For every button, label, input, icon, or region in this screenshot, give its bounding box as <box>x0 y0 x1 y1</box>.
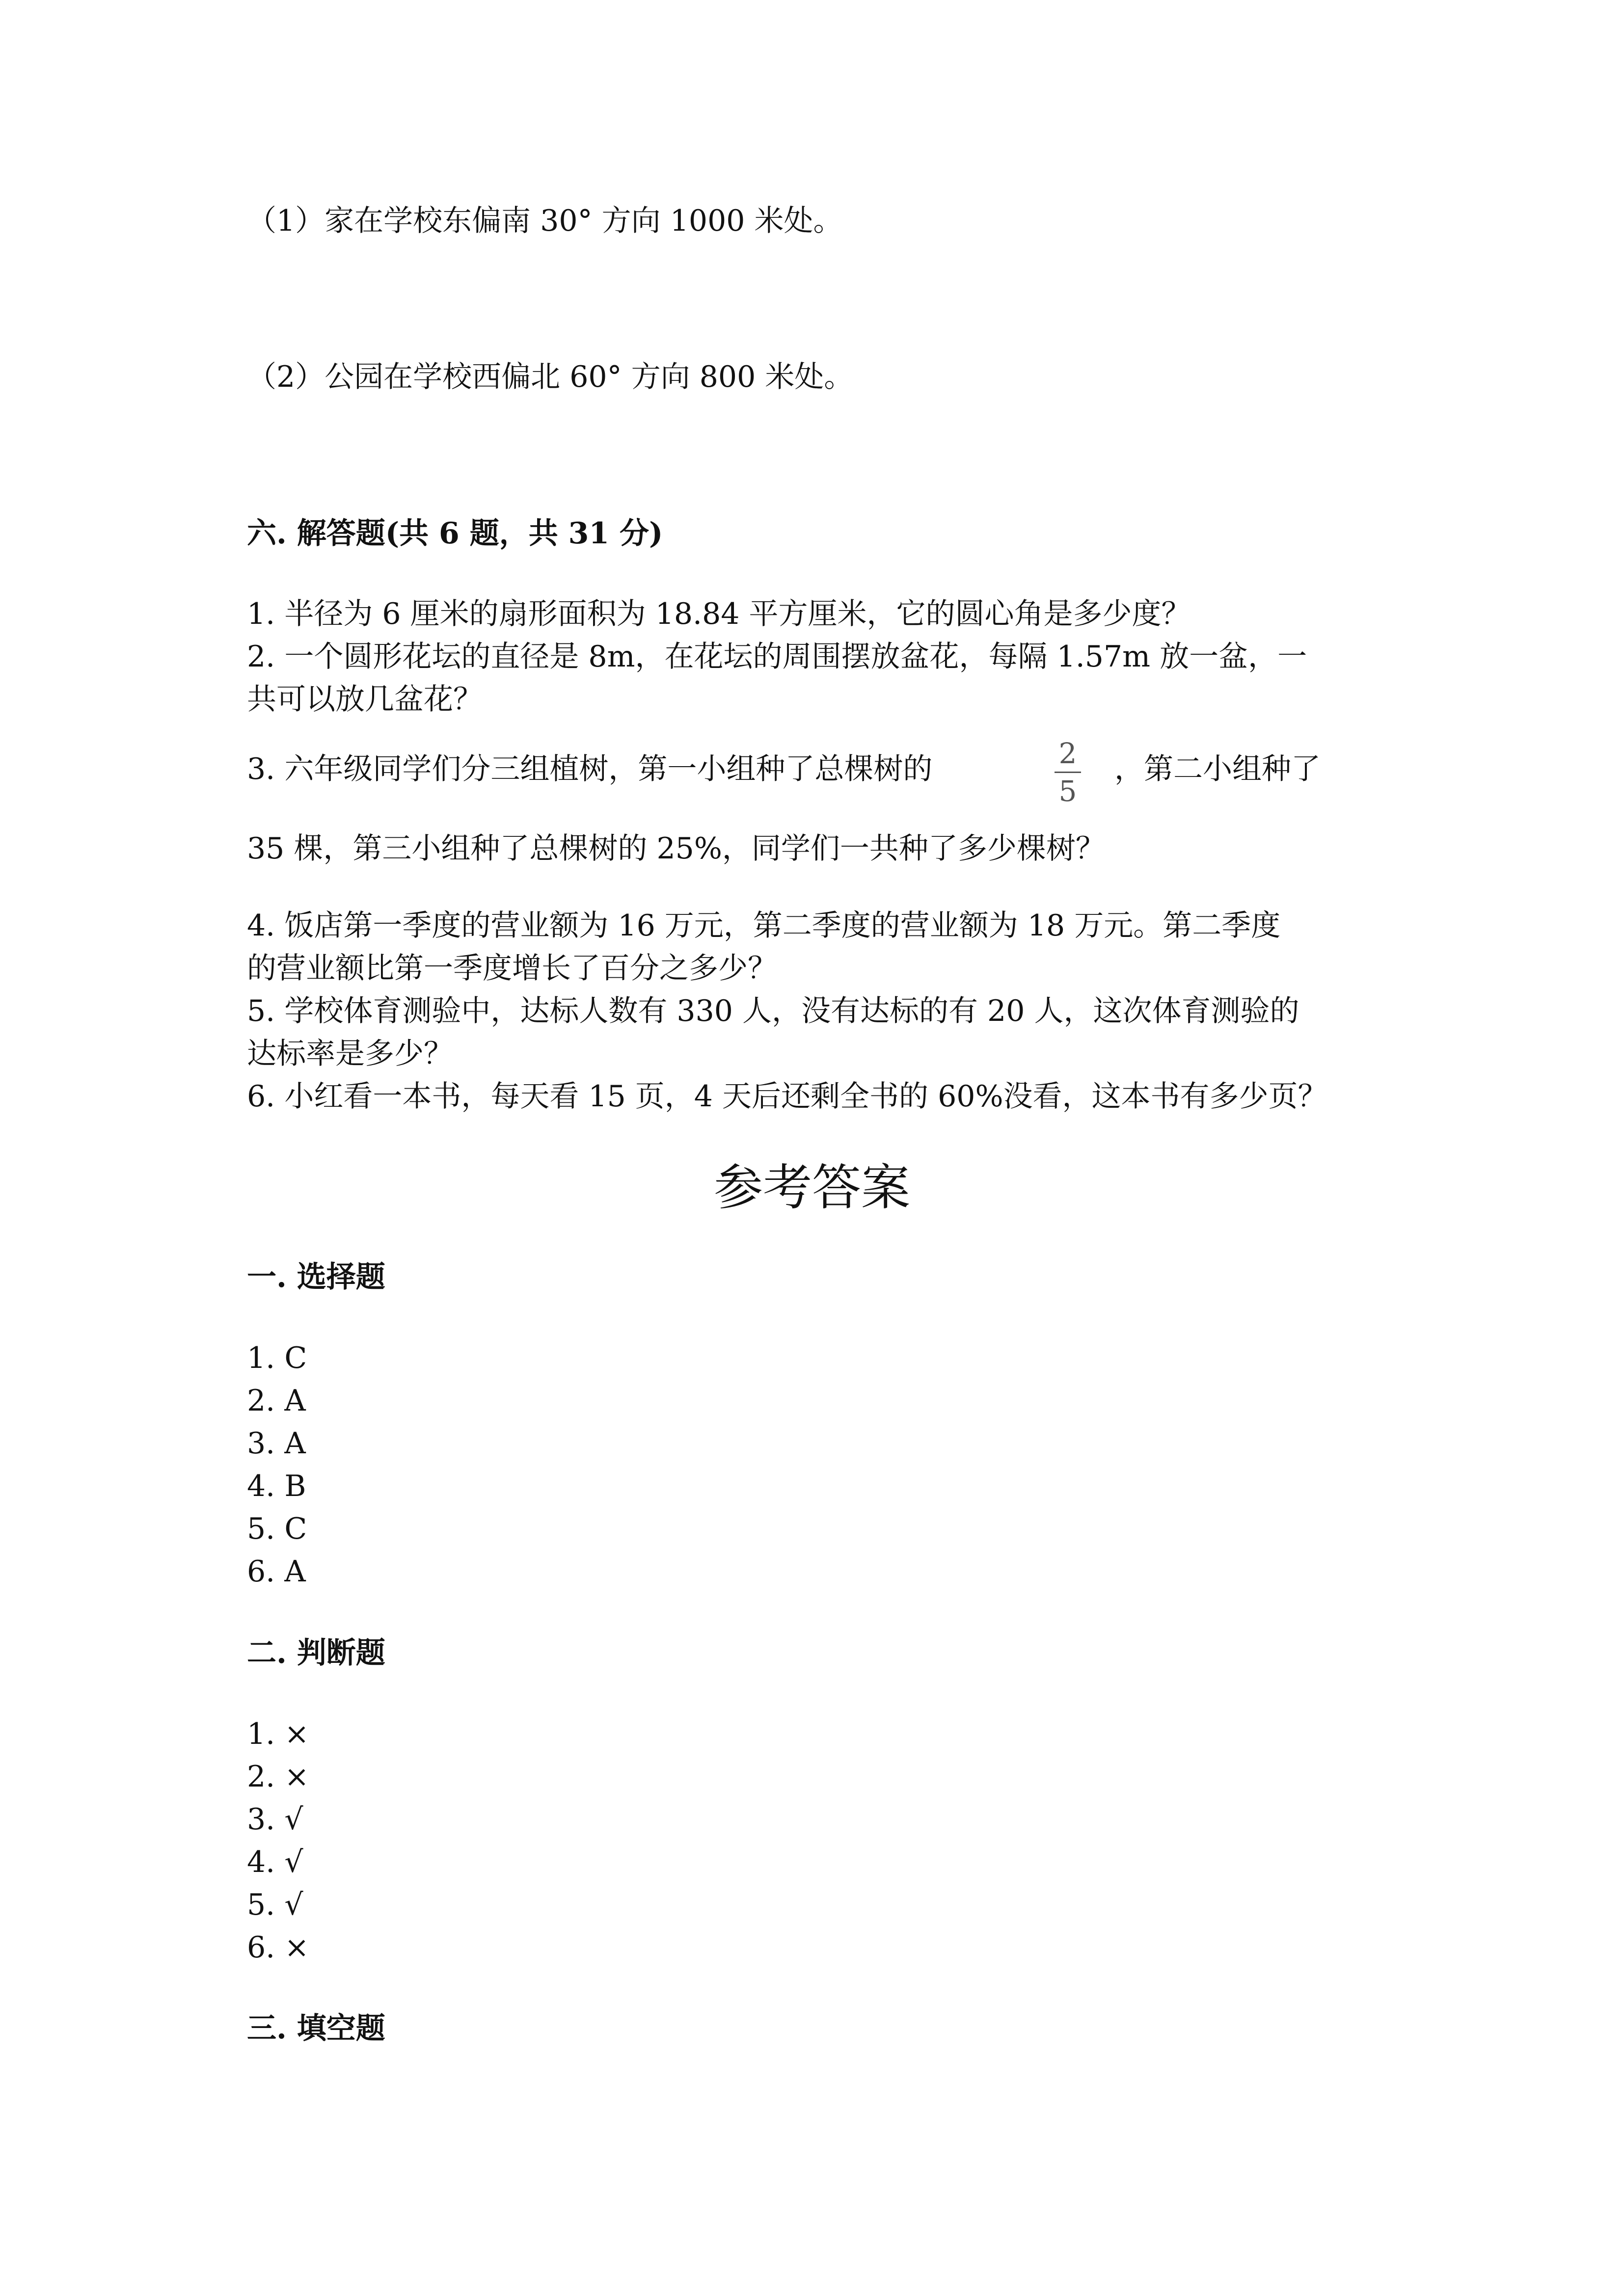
fraction-denominator: 5 <box>1058 774 1077 808</box>
answer-2-1: 1. × <box>247 1717 309 1751</box>
answers-title: 参考答案 <box>714 1159 910 1216</box>
location-item-1: （1）家在学校东偏南 30° 方向 1000 米处。 <box>247 204 843 238</box>
section6-heading: 六. 解答题(共 6 题，共 31 分) <box>247 516 663 551</box>
answer-1-5: 5. C <box>247 1512 307 1546</box>
question-4-line1: 4. 饭店第一季度的营业额为 16 万元，第二季度的营业额为 18 万元。第二季度 <box>247 908 1281 943</box>
question-3-line1b: ，第二小组种了 <box>1114 752 1321 786</box>
fraction <box>1051 736 1085 808</box>
answer-1-1: 1. C <box>247 1341 307 1375</box>
answer-1-4: 4. B <box>247 1469 306 1503</box>
answers-section2-heading: 二. 判断题 <box>247 1636 385 1670</box>
question-3-line1a: 3. 六年级同学们分三组植树，第一小组种了总棵树的 <box>247 752 933 786</box>
question-4-line2: 的营业额比第一季度增长了百分之多少？ <box>247 951 777 986</box>
answer-2-5: 5. √ <box>247 1888 303 1922</box>
answer-1-3: 3. A <box>247 1426 306 1461</box>
answer-2-4: 4. √ <box>247 1845 303 1879</box>
question-6: 6. 小红看一本书，每天看 15 页，4 天后还剩全书的 60%没看，这本书有多少页？ <box>247 1079 1327 1114</box>
answer-2-3: 3. √ <box>247 1802 303 1837</box>
answer-2-6: 6. × <box>247 1930 309 1965</box>
question-3-line2: 35 棵，第三小组种了总棵树的 25%，同学们一共种了多少棵树？ <box>247 831 1105 866</box>
question-5-line2: 达标率是多少？ <box>247 1037 453 1071</box>
question-2-line2: 共可以放几盆花？ <box>247 682 483 717</box>
question-1: 1. 半径为 6 厘米的扇形面积为 18.84 平方厘米，它的圆心角是多少度？ <box>247 597 1191 631</box>
answer-1-2: 2. A <box>247 1384 306 1418</box>
fraction-numerator: 2 <box>1058 737 1077 770</box>
question-2-line1: 2. 一个圆形花坛的直径是 8m，在花坛的周围摆放盆花，每隔 1.57m 放一盆，一 <box>247 640 1307 674</box>
answers-section3-heading: 三. 填空题 <box>247 2011 385 2046</box>
answer-2-2: 2. × <box>247 1760 309 1794</box>
answer-1-6: 6. A <box>247 1554 306 1589</box>
question-5-line1: 5. 学校体育测验中，达标人数有 330 人，没有达标的有 20 人，这次体育测验的 <box>247 994 1299 1028</box>
fraction-bar <box>1055 772 1081 773</box>
answers-section1-heading: 一. 选择题 <box>247 1260 385 1294</box>
location-item-2: （2）公园在学校西偏北 60° 方向 800 米处。 <box>247 360 854 394</box>
